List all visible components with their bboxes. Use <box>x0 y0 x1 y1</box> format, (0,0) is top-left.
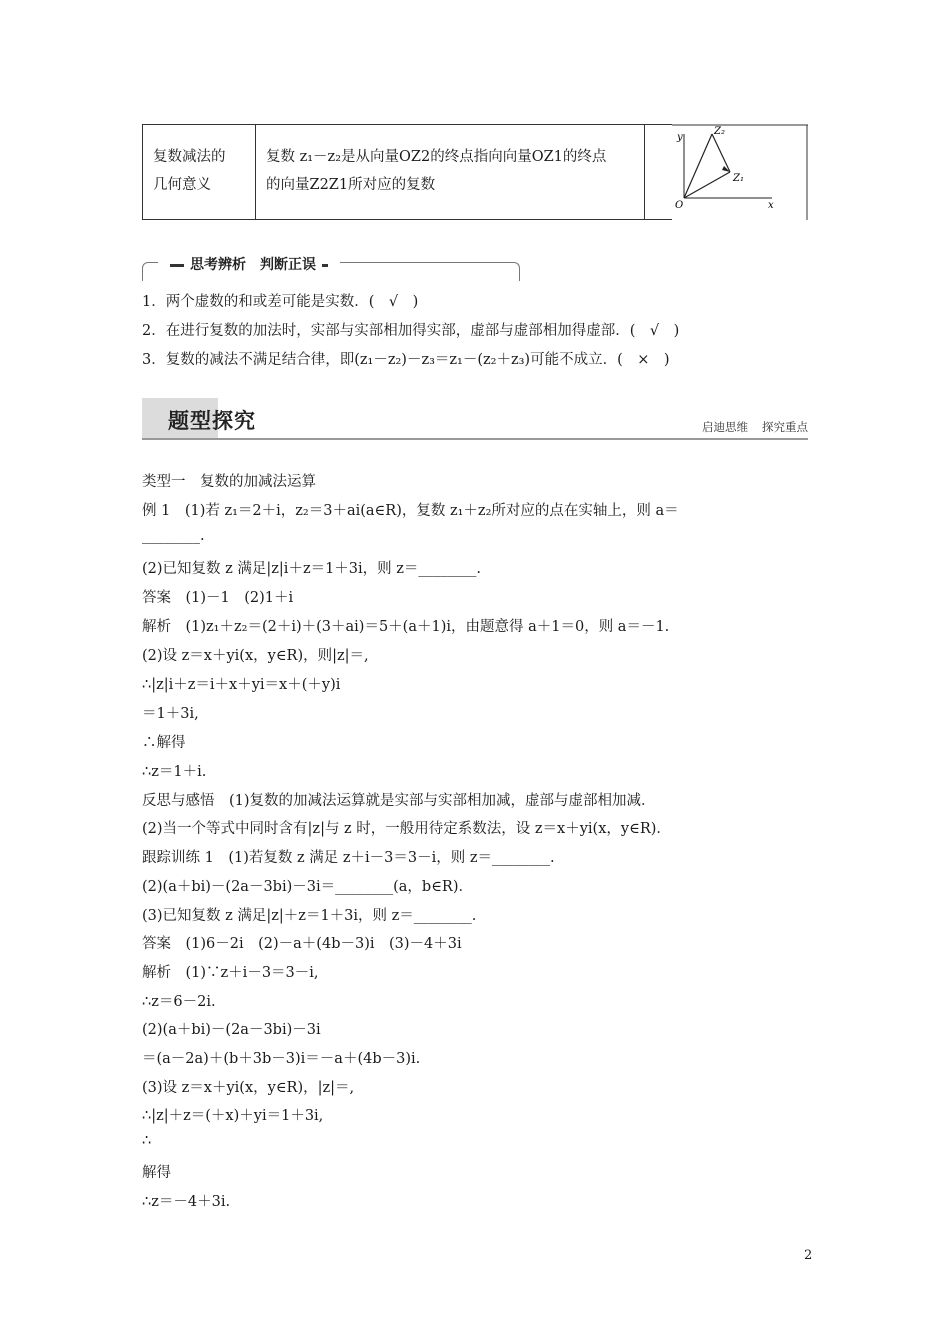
body-line: 类型一 复数的加减法运算 <box>142 474 316 490</box>
body-line: ∴|z|i＋z＝i＋x＋yi＝x＋(＋y)i <box>142 677 341 693</box>
body-line: (3)已知复数 z 满足|z|＋z＝1＋3i，则 z＝________. <box>142 908 477 924</box>
y-axis-label: y <box>677 132 683 143</box>
vector-diagram <box>672 124 808 220</box>
body-line: 反思与感悟 (1)复数的加减法运算就是实部与实部相加减，虚部与虚部相加减． <box>142 793 656 809</box>
body-line: 解析 (1)z₁＋z₂＝(2＋i)＋(3＋ai)＝5＋(a＋1)i，由题意得 a＋1＝0，则 a＝－1. <box>142 619 670 635</box>
page-number: 2 <box>804 1248 813 1263</box>
z1-label: Z₁ <box>733 173 744 184</box>
table-label-cell <box>143 125 256 220</box>
section-subtitle: 启迪思维 探究重点 <box>702 420 808 434</box>
body-line: ∴ <box>142 1133 152 1149</box>
body-line: (2)设 z＝x＋yi(x，y∈R)，则|z|＝, <box>142 648 369 664</box>
table-label-line1: 复数减法的 <box>153 149 226 165</box>
think-item-3: 3．复数的减法不满足结合律，即(z₁－z₂)－z₃＝z₁－(z₂＋z₃)可能不成立．( × ) <box>142 352 670 368</box>
body-line: ∴z＝6－2i. <box>142 994 216 1010</box>
body-line: 例 1 (1)若 z₁＝2＋i，z₂＝3＋ai(a∈R)，复数 z₁＋z₂所对应的点在实轴上，则 a＝ <box>142 503 679 519</box>
z2-label: Z₂ <box>714 126 725 137</box>
body-line: (2)当一个等式中同时含有|z|与 z 时，一般用待定系数法，设 z＝x＋yi(x，y∈R)． <box>142 821 671 837</box>
table-desc-cell <box>256 125 645 220</box>
section-title: 题型探究 <box>168 409 256 433</box>
table-label-line2: 几何意义 <box>153 177 211 193</box>
body-line: ________. <box>142 528 205 544</box>
x-axis-label: x <box>768 200 774 211</box>
table-desc-line2: 的向量Z2Z1所对应的复数 <box>266 177 436 193</box>
body-line: ∴z＝－4＋3i. <box>142 1194 231 1210</box>
dash-left-icon <box>170 264 184 267</box>
table-desc-line1: 复数 z₁－z₂是从向量OZ2的终点指向向量OZ1的终点 <box>266 149 607 165</box>
body-line: 答案 (1)－1 (2)1＋i <box>142 590 294 606</box>
body-line: 解得 <box>142 1165 171 1181</box>
body-line: ∴z＝1＋i. <box>142 764 207 780</box>
body-line: (2)(a＋bi)－(2a－3bi)－3i＝________(a，b∈R)． <box>142 879 474 895</box>
dash-right-icon <box>322 264 328 267</box>
think-item-2: 2．在进行复数的加法时，实部与实部相加得实部，虚部与虚部相加得虚部．( √ ) <box>142 323 680 339</box>
body-line: 跟踪训练 1 (1)若复数 z 满足 z＋i－3＝3－i，则 z＝________. <box>142 850 555 866</box>
body-line: 解析 (1)∵z＋i－3＝3－i, <box>142 965 319 981</box>
origin-label: O <box>675 200 684 211</box>
body-line: ∴|z|＋z＝(＋x)＋yi＝1＋3i, <box>142 1108 324 1124</box>
body-line: ∴解得 <box>142 735 186 751</box>
body-line: ＝(a－2a)＋(b＋3b－3)i＝－a＋(4b－3)i. <box>142 1051 421 1067</box>
body-line: (2)(a＋bi)－(2a－3bi)－3i <box>142 1022 321 1038</box>
think-item-1: 1．两个虚数的和或差可能是实数．( √ ) <box>142 294 419 310</box>
body-line: 答案 (1)6－2i (2)－a＋(4b－3)i (3)－4＋3i <box>142 936 462 952</box>
body-line: (2)已知复数 z 满足|z|i＋z＝1＋3i，则 z＝________. <box>142 561 482 577</box>
body-line: ＝1＋3i, <box>142 706 199 722</box>
think-box-title: 思考辨析 判断正误 <box>158 254 340 274</box>
body-line: (3)设 z＝x＋yi(x，y∈R)，|z|＝, <box>142 1080 355 1096</box>
